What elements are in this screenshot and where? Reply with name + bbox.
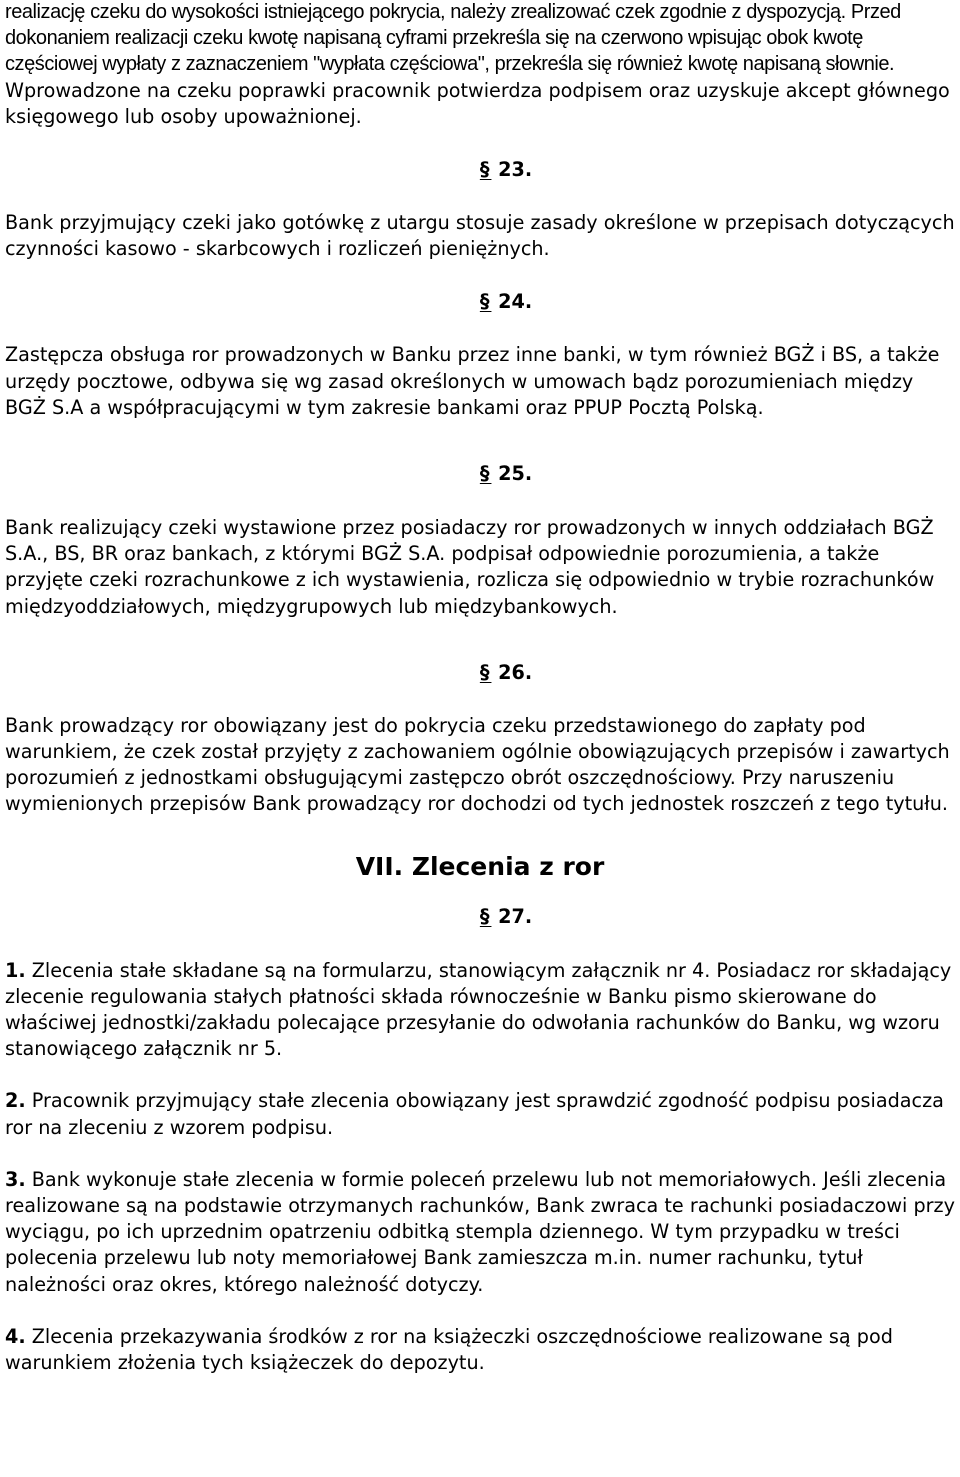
list-item xyxy=(5,1088,955,1140)
item-number: 2. xyxy=(5,1089,26,1113)
section-sign: § xyxy=(479,904,492,928)
item-text: Zlecenia przekazywania środków z ror na książeczki oszczędnościowe realizowane są pod warunkiem złożenia tych książeczek do depozytu. xyxy=(5,1324,893,1375)
item-text: Pracownik przyjmujący stałe zlecenia obowiązany jest sprawdzić zgodność podpisu posiadacza ror na zleceniu z wzorem podpisu. xyxy=(5,1089,944,1139)
paragraph-25: Bank realizujący czeki wystawione przez posiadaczy ror prowadzonych w innych oddziałach BGŻ S.A., BS, BR oraz bankach, z którymi BGŻ S.A. podpisał odpowiednie porozumienia, a także przyjęte czeki rozrachunkowe z ich wystawienia, rozlicza się odpowiednio w trybie rozrachunków międzyoddziałowych, międzygrupowych lub międzybankowych. xyxy=(5,516,935,618)
section-sign: § xyxy=(479,158,492,182)
paragraph-22-part-a: realizację czeku do wysokości istniejącego pokrycia, należy zrealizować czek zgodnie z dyspozycją. Przed dokonaniem realizacji czeku kwotę napisaną cyframi przekreśla się na czerwono wpisując obok kwotę częściowej wypłaty z zaznaczeniem "wypłata częściowa", przekreśla się również kwotę napisaną słownie. xyxy=(5,1,901,76)
document-page xyxy=(5,0,955,1376)
list-item xyxy=(5,1167,955,1298)
section-heading-24 xyxy=(5,289,955,315)
section-heading-27 xyxy=(5,904,955,930)
paragraph-22-continuation xyxy=(5,0,955,130)
item-number: 3. xyxy=(5,1167,26,1191)
list-item xyxy=(5,958,955,1063)
item-text: Zlecenia stałe składane są na formularzu, stanowiącym załącznik nr 4. Posiadacz ror składający zlecenie regulowania stałych płatności składa równocześnie w Banku pismo skierowane do właściwej jednostki/zakładu polecające przesyłanie do odwołania rachunków do Banku, wg wzoru stanowiącego załącznik nr 5. xyxy=(5,958,952,1061)
list-item xyxy=(5,1324,955,1376)
section-number: 25. xyxy=(498,462,533,486)
chapter-heading: VII. Zlecenia z ror xyxy=(355,851,605,881)
section-number: 26. xyxy=(498,660,533,684)
section-heading-23 xyxy=(5,157,955,183)
section-sign: § xyxy=(479,462,492,486)
section-number: 27. xyxy=(498,904,533,928)
paragraph-26: Bank prowadzący ror obowiązany jest do pokrycia czeku przedstawionego do zapłaty pod warunkiem, że czek został przyjęty z zachowaniem ogólnie obowiązujących przepisów i zawartych porozumień z jednostkami obsługującymi zastępczo obrót oszczędnościowy. Przy naruszeniu wymienionych przepisów Bank prowadzący ror dochodzi od tych jednostek roszczeń z tego tytułu. xyxy=(5,713,950,816)
section-sign: § xyxy=(479,290,492,314)
paragraph-22-part-b: Wprowadzone na czeku poprawki pracownik potwierdza podpisem oraz uzyskuje akcept głównego księgowego lub osoby upoważnionej. xyxy=(5,78,950,128)
paragraph-24: Zastępcza obsługa ror prowadzonych w Banku przez inne banki, w tym również BGŻ i BS, a także urzędy pocztowe, odbywa się wg zasad określonych w umowach bądz porozumieniach między BGŻ S.A a współpracującymi w tym zakresie bankami oraz PPUP Pocztą Polską. xyxy=(5,343,940,419)
item-text: Bank wykonuje stałe zlecenia w formie poleceń przelewu lub not memoriałowych. Jeśli zlecenia realizowane są na podstawie otrzymanych rachunków, Bank zwraca te rachunki posiadaczowi przy wyciągu, po ich uprzednim opatrzeniu odbitką stempla dziennego. W tym przypadku w treści polecenia przelewu lub noty memoriałowej Bank zamieszcza m.in. numer rachunku, tytuł należności oraz okres, którego należność dotyczy. xyxy=(5,1167,955,1296)
section-heading-26 xyxy=(5,660,955,686)
item-number: 4. xyxy=(5,1324,26,1348)
section-heading-25 xyxy=(5,461,955,487)
section-number: 24. xyxy=(498,290,533,314)
item-number: 1. xyxy=(5,958,26,982)
section-sign: § xyxy=(479,660,492,684)
paragraph-23: Bank przyjmujący czeki jako gotówkę z utargu stosuje zasady określone w przepisach dotyczących czynności kasowo - skarbcowych i rozliczeń pieniężnych. xyxy=(5,211,955,261)
section-number: 23. xyxy=(498,158,533,182)
